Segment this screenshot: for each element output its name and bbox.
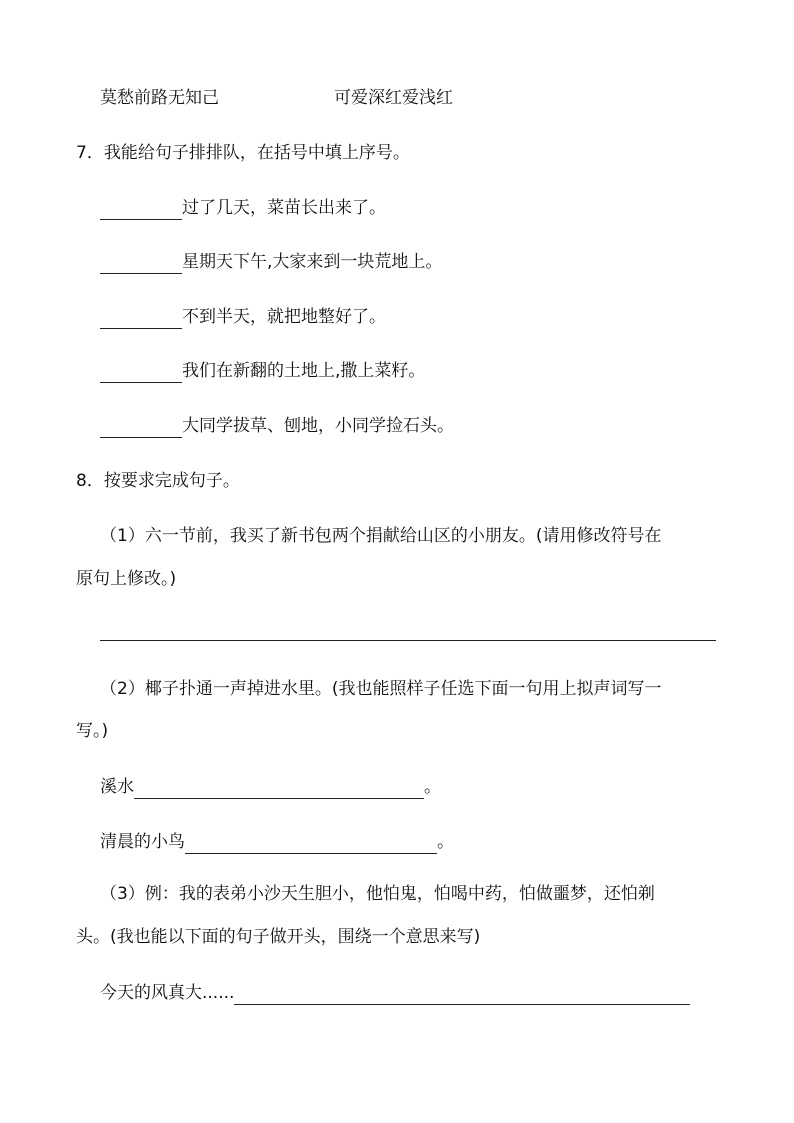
answer-blank[interactable] <box>100 255 182 274</box>
fill-prefix: 清晨的小鸟 <box>100 832 185 852</box>
q7-item-4 <box>100 359 425 383</box>
question-7-title: 7．我能给句子排排队，在括号中填上序号。 <box>76 143 410 163</box>
fill-suffix: 。 <box>424 777 441 797</box>
q8-sub2-line2: 写。) <box>76 721 109 741</box>
q8-sub3-line1: （3）例：我的表弟小沙天生胆小，他怕鬼，怕喝中药，怕做噩梦，还怕剃 <box>100 884 655 904</box>
q8-sub1-line1: （1）六一节前，我买了新书包两个捐献给山区的小朋友。(请用修改符号在 <box>100 526 662 546</box>
answer-blank[interactable] <box>100 419 182 438</box>
answer-blank[interactable] <box>234 986 690 1005</box>
poem-line-left: 莫愁前路无知己 <box>100 88 219 108</box>
fill-prefix: 今天的风真大...... <box>100 983 235 1003</box>
q8-sub1-answer-line[interactable] <box>100 640 716 641</box>
q7-item-2 <box>100 250 442 274</box>
answer-blank[interactable] <box>134 780 424 799</box>
sentence-text: 过了几天，菜苗长出来了。 <box>182 198 386 218</box>
q7-item-1 <box>100 196 386 220</box>
answer-blank[interactable] <box>100 310 182 329</box>
q8-sub2-fill-2 <box>100 830 454 854</box>
answer-blank[interactable] <box>185 835 437 854</box>
sentence-text: 不到半天，就把地整好了。 <box>182 307 386 327</box>
answer-blank[interactable] <box>100 364 182 383</box>
q7-item-3 <box>100 305 386 329</box>
sentence-text: 星期天下午,大家来到一块荒地上。 <box>182 252 443 272</box>
q8-sub3-fill <box>100 981 690 1005</box>
q7-item-5 <box>100 414 454 438</box>
answer-blank[interactable] <box>100 201 182 220</box>
q8-sub1-line2: 原句上修改。) <box>76 569 177 589</box>
fill-suffix: 。 <box>437 832 454 852</box>
q8-sub2-line1: （2）椰子扑通一声掉进水里。(我也能照样子任选下面一句用上拟声词写一 <box>100 679 662 699</box>
sentence-text: 大同学拔草、刨地，小同学捡石头。 <box>182 416 454 436</box>
poem-line-right: 可爱深红爱浅红 <box>334 88 453 108</box>
sentence-text: 我们在新翻的土地上,撒上菜籽。 <box>182 361 426 381</box>
q8-sub2-fill-1 <box>100 775 441 799</box>
fill-prefix: 溪水 <box>100 777 134 797</box>
q8-sub3-line2: 头。(我也能以下面的句子做开头，围绕一个意思来写) <box>76 927 481 947</box>
question-8-title: 8．按要求完成句子。 <box>76 471 240 491</box>
